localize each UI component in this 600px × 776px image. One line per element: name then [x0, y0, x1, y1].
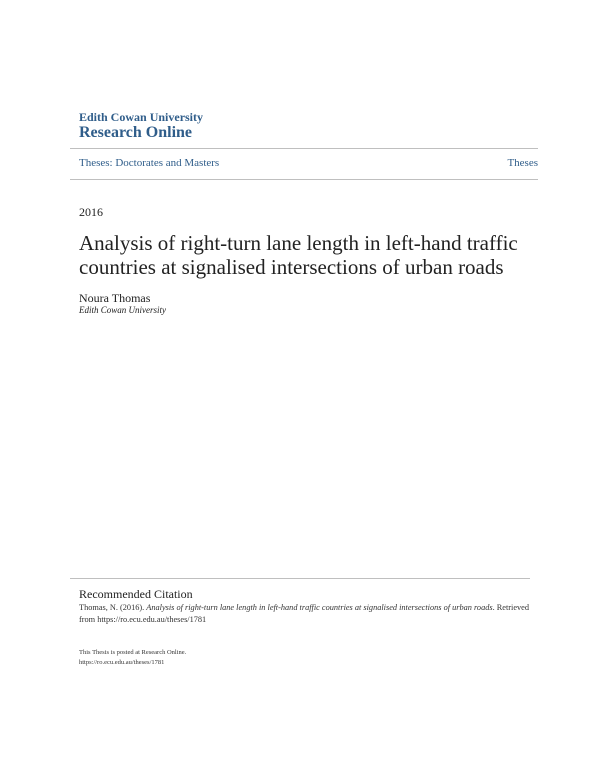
citation-text — [79, 602, 529, 626]
repository-branding — [79, 111, 203, 142]
citation-divider — [70, 578, 530, 579]
author-affiliation: Edith Cowan University — [79, 305, 166, 315]
citation-suffix[interactable]: . Retrieved from https://ro.ecu.edu.au/theses/1781 — [79, 603, 530, 624]
header-divider-bottom — [70, 179, 538, 180]
thesis-title: Analysis of right-turn lane length in left-hand traffic countries at signalised intersections of urban roads — [79, 231, 518, 279]
header-divider-top — [70, 148, 538, 149]
citation-title: Analysis of right-turn lane length in left-hand traffic countries at signalised intersections of urban roads — [146, 603, 493, 612]
collection-link-theses[interactable]: Theses — [507, 157, 538, 169]
posted-url[interactable]: https://ro.ecu.edu.au/theses/1781 — [79, 659, 165, 666]
publication-year: 2016 — [79, 205, 103, 219]
university-name: Edith Cowan University — [79, 110, 204, 124]
author-name: Noura Thomas — [79, 291, 151, 305]
posted-line: This Thesis is posted at Research Online. — [79, 649, 187, 656]
collection-link-doctorates[interactable]: Theses: Doctorates and Masters — [79, 157, 220, 169]
citation-prefix: Thomas, N. (2016). — [79, 603, 147, 612]
posted-notice — [79, 648, 186, 668]
repository-name[interactable]: Research Online — [79, 124, 193, 141]
citation-heading: Recommended Citation — [79, 587, 193, 601]
